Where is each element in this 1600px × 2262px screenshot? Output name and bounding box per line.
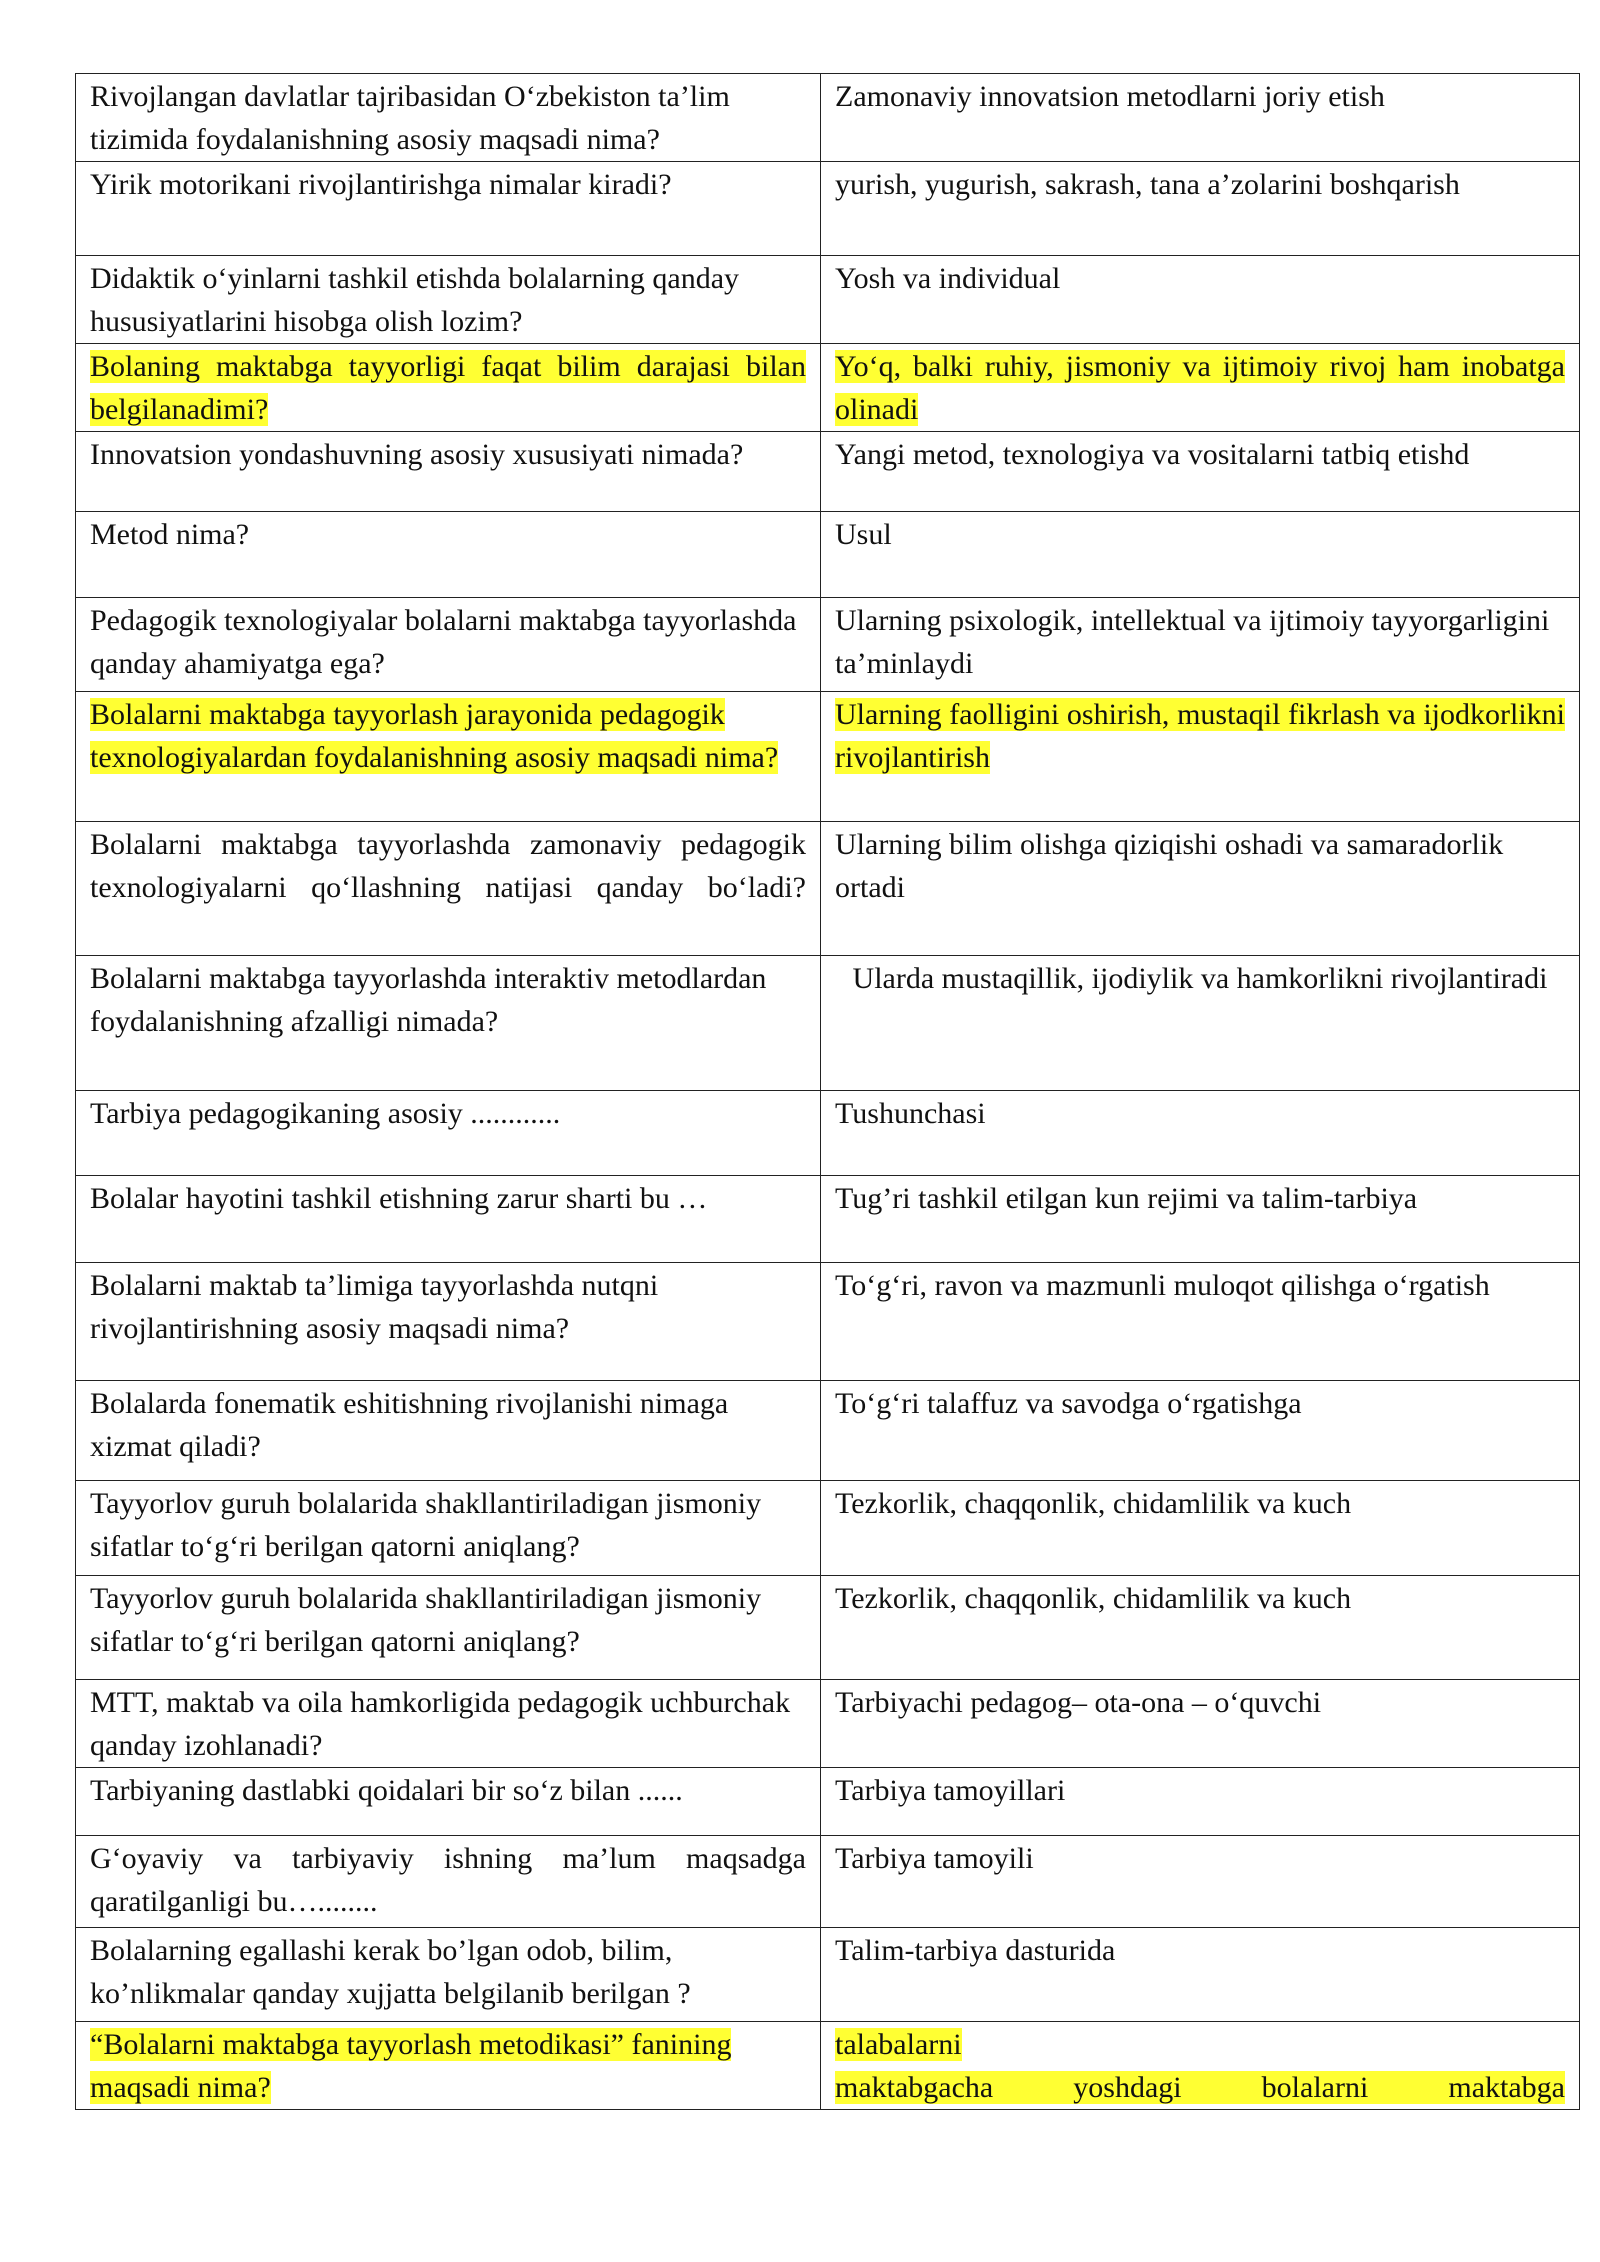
- question-text: Innovatsion yondashuvning asosiy xususiyati nimada?: [90, 438, 744, 471]
- answer-cell: [821, 432, 1580, 512]
- answer-cell: [821, 1928, 1580, 2022]
- answer-text: yurish, yugurish, sakrash, tana a’zolarini boshqarish: [835, 168, 1460, 201]
- question-text: “Bolalarni maktabga tayyorlash metodikasi” fanining maqsadi nima?: [90, 2028, 732, 2104]
- question-text: Bolalarni maktabga tayyorlashda zamonaviy pedagogik texnologiyalarni qo‘llashning natijasi qanday bo‘ladi?: [90, 828, 806, 904]
- answer-text-continued: maktabgacha yoshdagi bolalarni maktabga: [835, 2071, 1565, 2104]
- table-row: [76, 1381, 1580, 1481]
- question-cell: [76, 1481, 821, 1576]
- answer-text: Yangi metod, texnologiya va vositalarni tatbiq etishd: [835, 438, 1470, 471]
- table-row: [76, 822, 1580, 956]
- answer-cell: [821, 2022, 1580, 2110]
- answer-cell: [821, 1381, 1580, 1481]
- table-row: [76, 598, 1580, 692]
- question-text: Bolalarni maktabga tayyorlashda interaktiv metodlardan foydalanishning afzalligi nimada?: [90, 962, 767, 1038]
- answer-cell: [821, 1768, 1580, 1836]
- question-cell: [76, 956, 821, 1091]
- answer-text: To‘g‘ri talaffuz va savodga o‘rgatishga: [835, 1387, 1302, 1420]
- answer-text: To‘g‘ri, ravon va mazmunli muloqot qilishga o‘rgatish: [835, 1269, 1490, 1302]
- table-row: [76, 512, 1580, 598]
- table-row: [76, 1680, 1580, 1768]
- answer-text: Tarbiya tamoyillari: [835, 1774, 1066, 1807]
- question-text: Tarbiyaning dastlabki qoidalari bir so‘z bilan ......: [90, 1774, 683, 1807]
- question-text: Bolalarda fonematik eshitishning rivojlanishi nimaga xizmat qiladi?: [90, 1387, 729, 1463]
- question-cell: [76, 822, 821, 956]
- question-cell: [76, 162, 821, 256]
- question-text: Rivojlangan davlatlar tajribasidan O‘zbekiston ta’lim tizimida foydalanishning asosiy maqsadi nima?: [90, 80, 730, 156]
- question-text: Metod nima?: [90, 518, 250, 551]
- question-cell: [76, 692, 821, 822]
- question-cell: [76, 1091, 821, 1176]
- table-row: [76, 344, 1580, 432]
- answer-text: Tezkorlik, chaqqonlik, chidamlilik va kuch: [835, 1487, 1352, 1520]
- answer-cell: [821, 74, 1580, 162]
- answer-cell: [821, 1263, 1580, 1381]
- question-cell: [76, 1836, 821, 1928]
- question-text: G‘oyaviy va tarbiyaviy ishning ma’lum maqsadga qaratilganligi bu…........: [90, 1842, 806, 1918]
- answer-text: Yosh va individual: [835, 262, 1061, 295]
- table-row: [76, 1576, 1580, 1680]
- answer-cell: [821, 1481, 1580, 1576]
- answer-text: Ularning faolligini oshirish, mustaqil fikrlash va ijodkorlikni rivojlantirish: [835, 698, 1565, 774]
- question-cell: [76, 1928, 821, 2022]
- answer-text: Usul: [835, 518, 892, 551]
- question-cell: [76, 432, 821, 512]
- answer-cell: [821, 1176, 1580, 1263]
- answer-text: Tug’ri tashkil etilgan kun rejimi va talim-tarbiya: [835, 1182, 1418, 1215]
- question-cell: [76, 256, 821, 344]
- question-text: Bolalar hayotini tashkil etishning zarur sharti bu …: [90, 1182, 708, 1215]
- answer-cell: [821, 956, 1580, 1091]
- answer-cell: [821, 1576, 1580, 1680]
- question-cell: [76, 1576, 821, 1680]
- answer-text: Ularda mustaqillik, ijodiylik va hamkorlikni rivojlantiradi: [852, 962, 1548, 995]
- answer-cell: [821, 512, 1580, 598]
- question-text: Bolalarning egallashi kerak bo’lgan odob, bilim, ko’nlikmalar qanday xujjatta belgilanib berilgan ?: [90, 1934, 691, 2010]
- table-row: [76, 162, 1580, 256]
- table-row: [76, 74, 1580, 162]
- answer-text: Zamonaviy innovatsion metodlarni joriy etish: [835, 80, 1385, 113]
- answer-text: Ularning bilim olishga qiziqishi oshadi va samaradorlik ortadi: [835, 828, 1504, 904]
- answer-cell: [821, 344, 1580, 432]
- question-text: Tarbiya pedagogikaning asosiy ............: [90, 1097, 561, 1130]
- answer-cell: [821, 1836, 1580, 1928]
- question-text: MTT, maktab va oila hamkorligida pedagogik uchburchak qanday izohlanadi?: [90, 1686, 791, 1762]
- question-text: Didaktik o‘yinlarni tashkil etishda bolalarning qanday hususiyatlarini hisobga olish lozim?: [90, 262, 740, 338]
- answer-text: Ularning psixologik, intellektual va ijtimoiy tayyorgarligini ta’minlaydi: [835, 604, 1550, 680]
- answer-text: talabalarni: [835, 2028, 962, 2061]
- table-row: [76, 1091, 1580, 1176]
- table-row: [76, 692, 1580, 822]
- table-row: [76, 1176, 1580, 1263]
- table-row: [76, 2022, 1580, 2110]
- question-cell: [76, 344, 821, 432]
- question-cell: [76, 1176, 821, 1263]
- answer-text: Tushunchasi: [835, 1097, 986, 1130]
- question-cell: [76, 598, 821, 692]
- answer-cell: [821, 162, 1580, 256]
- question-cell: [76, 1680, 821, 1768]
- answer-text: Tezkorlik, chaqqonlik, chidamlilik va kuch: [835, 1582, 1352, 1615]
- answer-text: Talim-tarbiya dasturida: [835, 1934, 1116, 1967]
- table-row: [76, 432, 1580, 512]
- table-row: [76, 1481, 1580, 1576]
- answer-cell: [821, 256, 1580, 344]
- question-text: Bolaning maktabga tayyorligi faqat bilim darajasi bilan belgilanadimi?: [90, 350, 806, 426]
- question-cell: [76, 512, 821, 598]
- question-cell: [76, 1768, 821, 1836]
- question-cell: [76, 2022, 821, 2110]
- table-row: [76, 1928, 1580, 2022]
- answer-cell: [821, 1091, 1580, 1176]
- answer-text: Tarbiya tamoyili: [835, 1842, 1034, 1875]
- question-cell: [76, 74, 821, 162]
- answer-text: Tarbiyachi pedagog– ota-ona – o‘quvchi: [835, 1686, 1322, 1719]
- table-row: [76, 1768, 1580, 1836]
- answer-cell: [821, 822, 1580, 956]
- table-row: [76, 256, 1580, 344]
- table-row: [76, 1836, 1580, 1928]
- answer-cell: [821, 598, 1580, 692]
- question-cell: [76, 1263, 821, 1381]
- answer-cell: [821, 692, 1580, 822]
- answer-text: Yo‘q, balki ruhiy, jismoniy va ijtimoiy rivoj ham inobatga olinadi: [835, 350, 1565, 426]
- question-text: Yirik motorikani rivojlantirishga nimalar kiradi?: [90, 168, 672, 201]
- qa-table: [75, 73, 1580, 2110]
- table-row: [76, 1263, 1580, 1381]
- question-cell: [76, 1381, 821, 1481]
- question-text: Bolalarni maktab ta’limiga tayyorlashda nutqni rivojlantirishning asosiy maqsadi nima?: [90, 1269, 659, 1345]
- question-text: Tayyorlov guruh bolalarida shakllantiriladigan jismoniy sifatlar to‘g‘ri berilgan qatorni aniqlang?: [90, 1487, 762, 1563]
- question-text: Pedagogik texnologiyalar bolalarni maktabga tayyorlashda qanday ahamiyatga ega?: [90, 604, 797, 680]
- table-row: [76, 956, 1580, 1091]
- question-text: Bolalarni maktabga tayyorlash jarayonida pedagogik texnologiyalardan foydalanishning asosiy maqsadi nima?: [90, 698, 779, 774]
- answer-cell: [821, 1680, 1580, 1768]
- question-text: Tayyorlov guruh bolalarida shakllantiriladigan jismoniy sifatlar to‘g‘ri berilgan qatorni aniqlang?: [90, 1582, 762, 1658]
